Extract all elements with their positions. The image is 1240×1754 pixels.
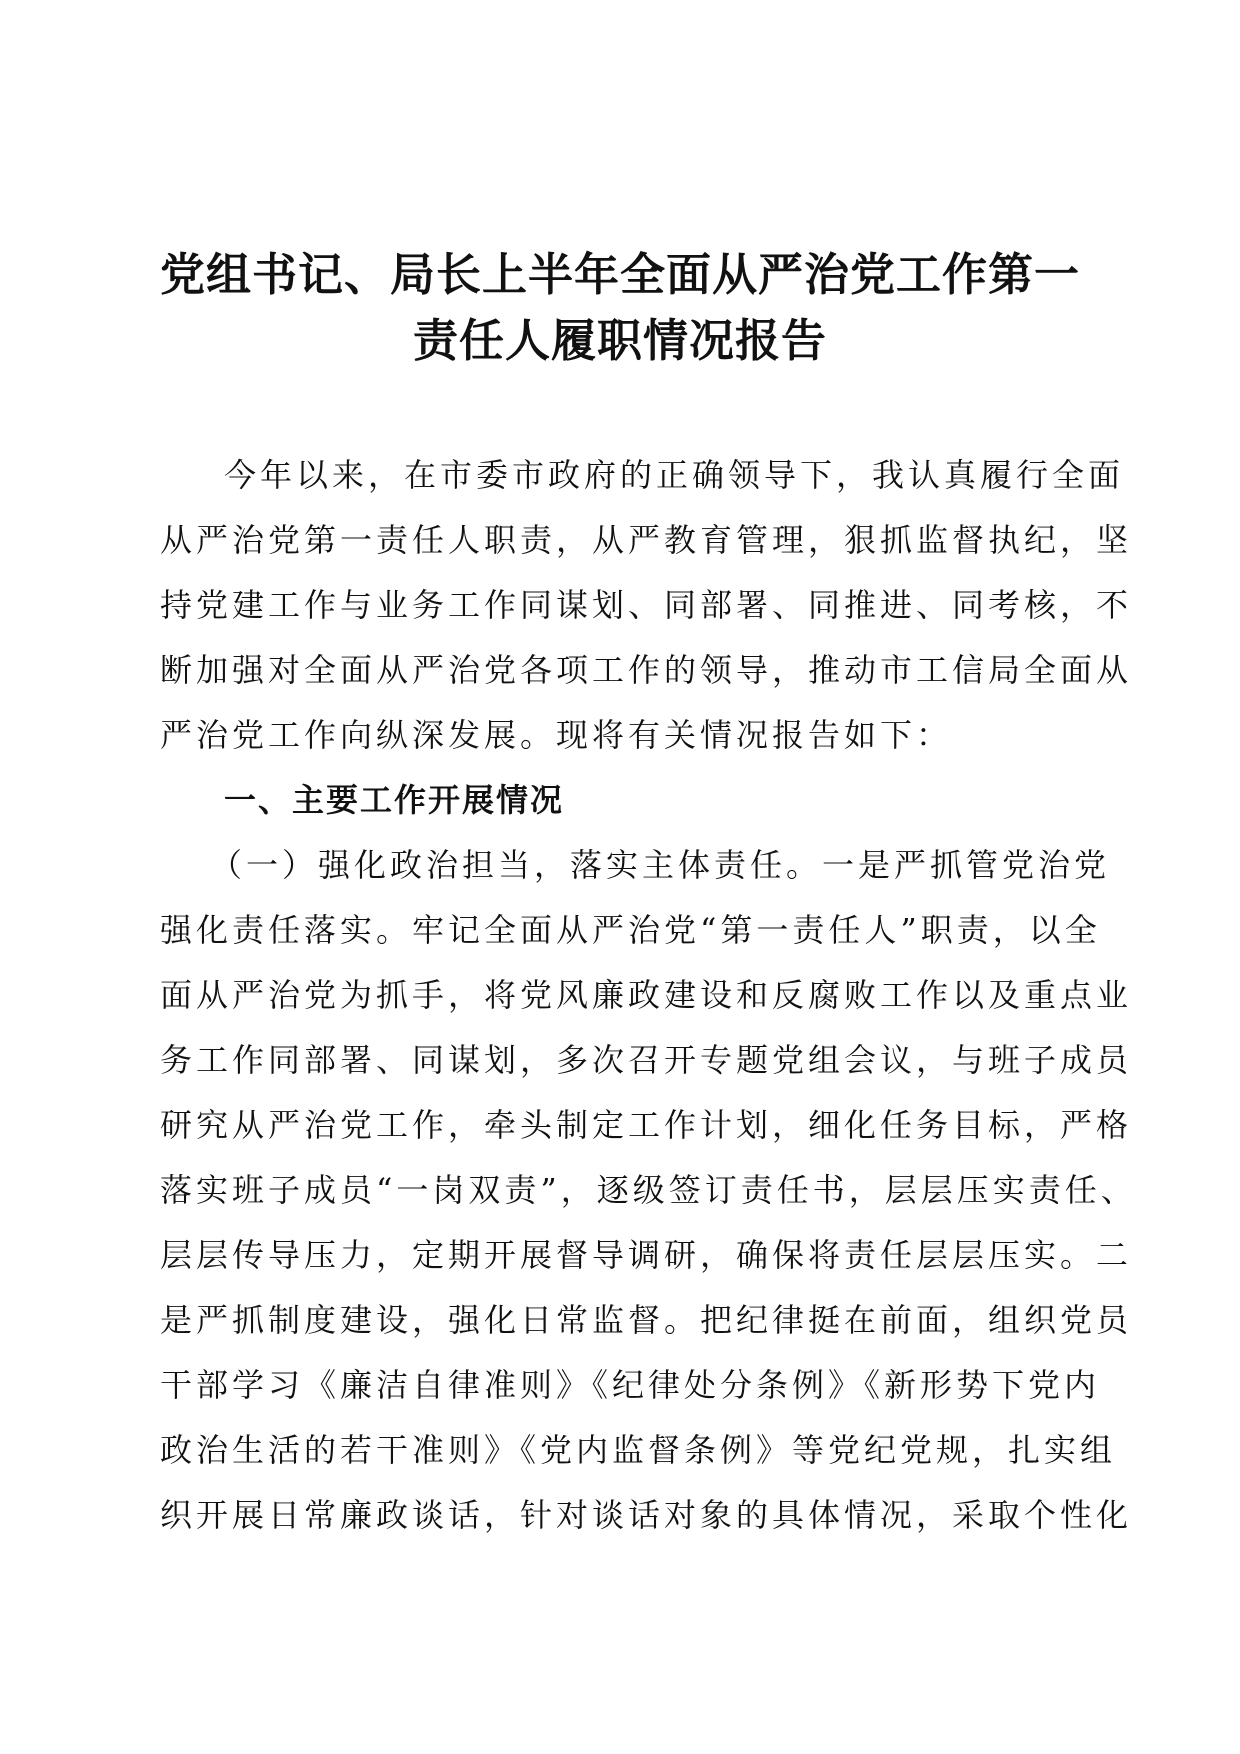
paragraph-line: 严治党工作向纵深发展。现将有关情况报告如下：	[160, 716, 953, 754]
document-title	[150, 242, 1090, 374]
document-body	[160, 443, 1137, 1548]
paragraph-line: 政治生活的若干准则》《党内监督条例》等党纪党规，扎实组	[160, 1431, 1117, 1469]
paragraph-line: 层层传导压力，定期开展督导调研，确保将责任层层压实。二	[160, 1236, 1133, 1274]
paragraph-line: 面从严治党为抓手，将党风廉政建设和反腐败工作以及重点业	[160, 976, 1133, 1014]
paragraph-line: 干部学习《廉洁自律准则》《纪律处分条例》《新形势下党内	[160, 1366, 1101, 1404]
paragraph-line: 织开展日常廉政谈话，针对谈话对象的具体情况，采取个性化	[160, 1496, 1133, 1534]
section-heading: 一、主要工作开展情况	[224, 781, 565, 819]
paragraph-line: 务工作同部署、同谋划，多次召开专题党组会议，与班子成员	[160, 1041, 1133, 1079]
title-line-2: 责任人履职情况报告	[412, 314, 827, 367]
paragraph-line: 是严抓制度建设，强化日常监督。把纪律挺在前面，组织党员	[160, 1301, 1133, 1339]
paragraph-line: 从严治党第一责任人职责，从严教育管理，狠抓监督执纪，坚	[160, 521, 1133, 559]
paragraph-line: 落实班子成员“一岗双责”，逐级签订责任书，层层压实责任、	[160, 1171, 1137, 1209]
paragraph-line: （一）强化政治担当，落实主体责任。一是严抓管党治党	[210, 846, 1111, 884]
paragraph-line: 研究从严治党工作，牵头制定工作计划，细化任务目标，严格	[160, 1106, 1133, 1144]
paragraph-line: 强化责任落实。牢记全面从严治党“第一责任人”职责，以全	[160, 911, 1101, 949]
paragraph-line: 断加强对全面从严治党各项工作的领导，推动市工信局全面从	[160, 651, 1133, 689]
paragraph-line: 今年以来，在市委市政府的正确领导下，我认真履行全面	[224, 456, 1125, 494]
paragraph-line: 持党建工作与业务工作同谋划、同部署、同推进、同考核，不	[160, 586, 1133, 624]
title-line-1: 党组书记、局长上半年全面从严治党工作第一	[159, 248, 1080, 301]
